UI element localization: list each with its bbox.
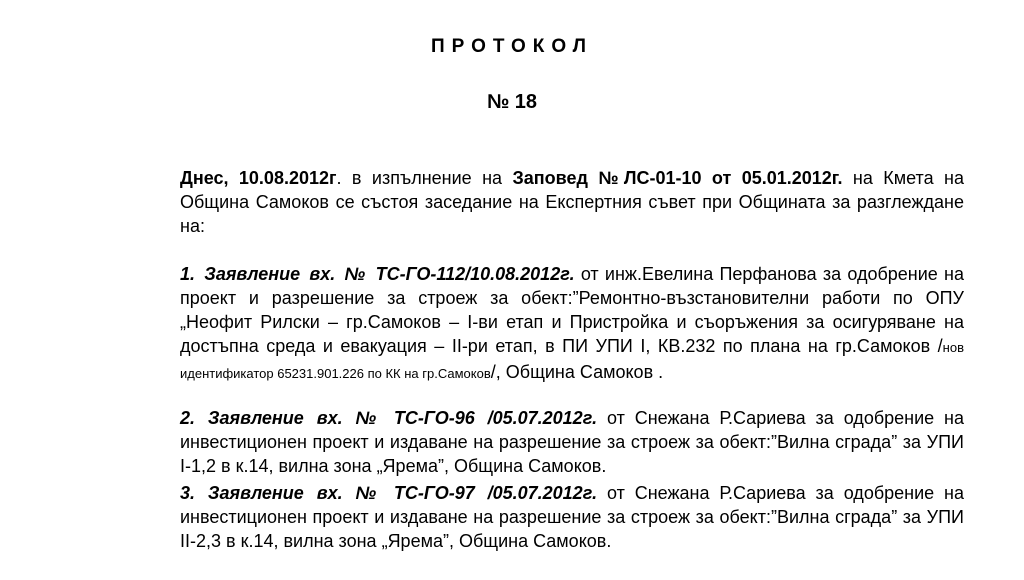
meeting-date: Днес, 10.08.2012г <box>180 168 337 188</box>
agenda-item-2-text: от Снежана Р.Сариева за одобрение на инвестиционен проект и издаване на разрешение за строеж за обект:”Вилна сграда” за УПИ I-1,2 в к.14, вилна зона „Ярема”, Община Самоков. <box>180 408 965 476</box>
agenda-item-1-reference: 1. Заявление вх. № ТС-ГО-112/10.08.2012г. <box>180 264 575 284</box>
intro-text-1: . в изпълнение на <box>336 168 513 188</box>
intro-text-2: на Кмета на Община Самоков се състоя заседание на Експертния съвет при Общината за разглеждане на: <box>180 168 964 236</box>
agenda-item-1 <box>120 262 964 386</box>
agenda-item-3-text: от Снежана Р.Сариева за одобрение на инвестиционен проект и издаване на разрешение за строеж за обект:”Вилна сграда” за УПИ II-2,3 в к.14, вилна зона „Ярема”, Община Самоков. <box>180 483 965 551</box>
agenda-item-1-identifier: нов идентификатор 65231.901.226 по КК на гр.Самоков <box>180 340 964 381</box>
order-reference: Заповед №ЛС-01-10 от 05.01.2012г. <box>512 168 843 188</box>
protocol-number: № 18 <box>486 91 538 113</box>
agenda-item-2 <box>120 406 964 478</box>
agenda-item-1-text-end: /, Община Самоков . <box>490 362 664 382</box>
agenda-item-2-reference: 2. Заявление вх. № ТС-ГО-96 /05.07.2012г. <box>180 408 598 428</box>
agenda-item-3 <box>120 481 964 553</box>
document-title: ПРОТОКОЛ <box>430 36 593 57</box>
intro-paragraph <box>120 166 964 238</box>
agenda-item-1-text: от инж.Евелина Перфанова за одобрение на проект и разрешение за строеж за обект:”Ремонтно-възстановителни работи по ОПУ „Неофит Рилски – гр.Самоков – I-ви етап и Пристройка и съоръжения за осигуряване на достъпна среда и евакуация – II-ри етап, в ПИ УПИ I, КВ.232 по плана на гр.Самоков / <box>180 264 964 356</box>
agenda-item-3-reference: 3. Заявление вх. № ТС-ГО-97 /05.07.2012г. <box>180 483 598 503</box>
